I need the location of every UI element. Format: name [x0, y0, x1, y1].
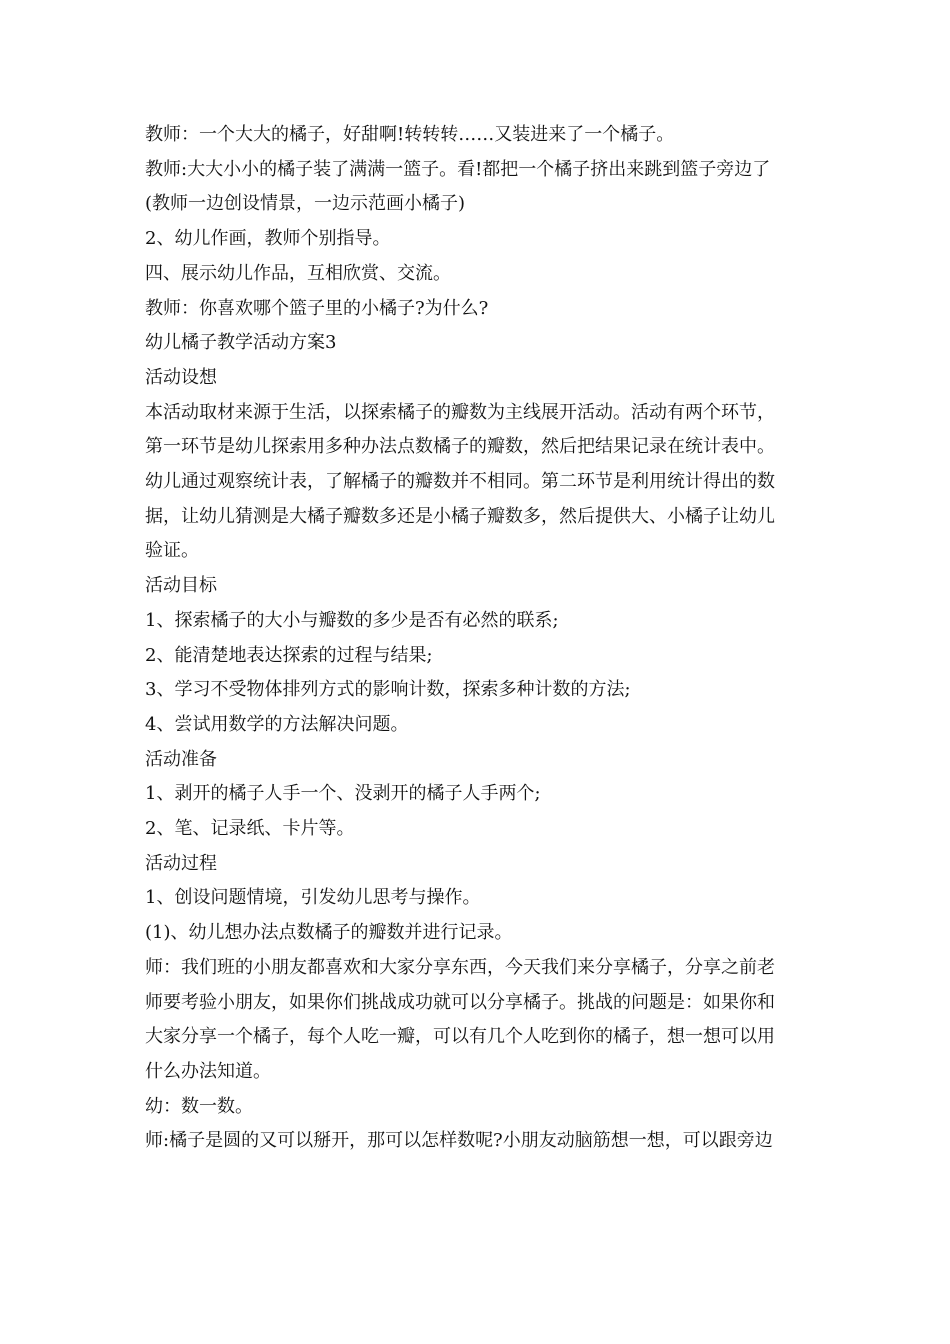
text-line: 四、展示幼儿作品，互相欣赏、交流。 [145, 262, 451, 284]
list-item: 1、剥开的橘子人手一个、没剥开的橘子人手两个; [145, 783, 541, 805]
section-heading: 活动过程 [145, 852, 217, 874]
list-item: 1、创设问题情境，引发幼儿思考与操作。 [145, 887, 481, 909]
text-line: 教师：一个大大的橘子，好甜啊!转转转……又装进来了一个橘子。 [145, 124, 675, 145]
list-item: 2、能清楚地表达探索的过程与结果; [145, 644, 433, 666]
text-line: 师:橘子是圆的又可以掰开，那可以怎样数呢?小朋友动脑筋想一想，可以跟旁边 [145, 1130, 773, 1152]
section-heading: 活动准备 [145, 748, 217, 770]
text-line: 什么办法知道。 [145, 1060, 271, 1082]
list-item: 2、笔、记录纸、卡片等。 [145, 818, 355, 840]
document-body [145, 118, 810, 1159]
text-line: 幼：数一数。 [145, 1095, 253, 1117]
text-line: (教师一边创设情景，一边示范画小橘子) [145, 193, 466, 215]
text-line: 2、幼儿作画，教师个别指导。 [145, 228, 391, 250]
text-block [145, 118, 810, 1159]
section-heading: 活动目标 [145, 575, 217, 597]
list-item: (1)、幼儿想办法点数橘子的瓣数并进行记录。 [145, 922, 513, 944]
text-line: 师：我们班的小朋友都喜欢和大家分享东西，今天我们来分享橘子，分享之前老 [145, 956, 775, 978]
list-item: 3、学习不受物体排列方式的影响计数，探索多种计数的方法; [145, 679, 631, 701]
text-line: 大家分享一个橘子，每个人吃一瓣，可以有几个人吃到你的橘子，想一想可以用 [145, 1026, 775, 1048]
section-title: 幼儿橘子教学活动方案3 [145, 332, 337, 354]
text-line: 验证。 [145, 540, 199, 562]
text-line: 据，让幼儿猜测是大橘子瓣数多还是小橘子瓣数多，然后提供大、小橘子让幼儿 [145, 505, 775, 527]
section-heading: 活动设想 [145, 366, 217, 388]
text-line: 幼儿通过观察统计表，了解橘子的瓣数并不相同。第二环节是利用统计得出的数 [145, 471, 775, 493]
text-line: 师要考验小朋友，如果你们挑战成功就可以分享橘子。挑战的问题是：如果你和 [145, 991, 775, 1013]
text-line: 教师:大大小小的橘子装了满满一篮子。看!都把一个橘子挤出来跳到篮子旁边了 [145, 158, 771, 180]
text-line: 本活动取材来源于生活，以探索橘子的瓣数为主线展开活动。活动有两个环节， [145, 401, 775, 423]
text-line: 教师：你喜欢哪个篮子里的小橘子?为什么? [145, 297, 489, 319]
list-item: 4、尝试用数学的方法解决问题。 [145, 713, 409, 735]
text-line: 第一环节是幼儿探索用多种办法点数橘子的瓣数，然后把结果记录在统计表中。 [145, 436, 775, 458]
list-item: 1、探索橘子的大小与瓣数的多少是否有必然的联系; [145, 609, 559, 631]
